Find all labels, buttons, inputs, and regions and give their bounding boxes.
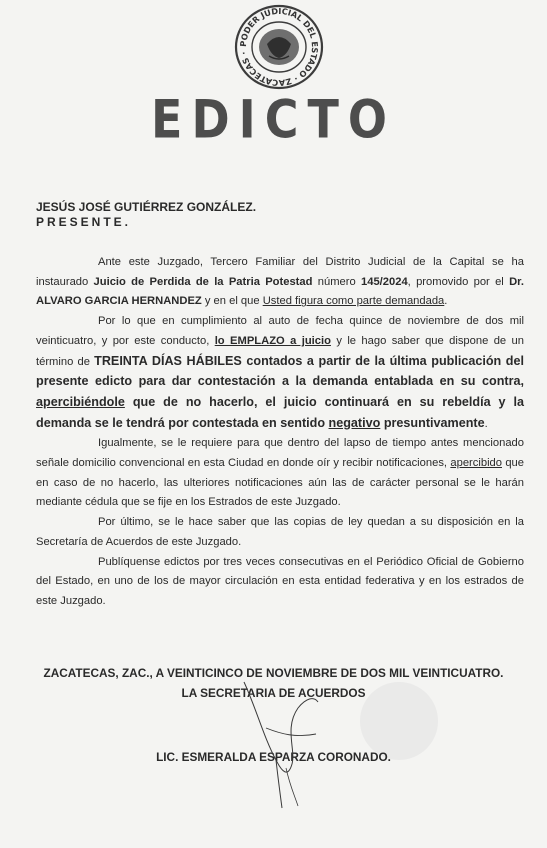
place-date: ZACATECAS, ZAC., A VEINTICINCO DE NOVIEMBRE DE DOS MIL VEINTICUATRO. [43, 666, 504, 680]
p2-consequence: que de no hacerlo, el juicio continuará en su rebeldía y la demanda se le tendrá por contestada en sentido [36, 394, 524, 430]
p2-text: Por lo que en cumplimiento al auto de fecha quince de noviembre de dos mil veinticuatro, y por este conducto, [36, 315, 524, 347]
paragraph-4: Por último, se le hace saber que las copias de ley quedan a su disposición en la Secretaría de Acuerdos de este Juzgado. [36, 516, 524, 548]
p1-text: número [312, 275, 361, 288]
paragraph-1 [36, 253, 524, 312]
document-title: EDICTO [151, 87, 396, 151]
p3-apercibido: apercibido [450, 457, 502, 470]
signer-role: LA SECRETARIA DE ACUERDOS [181, 686, 366, 700]
p2-presumptive: presuntivamente [380, 415, 485, 430]
p2-negative: negativo [328, 415, 381, 430]
coat-of-arms-seal-icon [234, 4, 324, 90]
paragraph-5: Publíquense edictos por tres veces consecutivas en el Periódico Oficial de Gobierno del Estado, en uno de los de mayor circulación en esta entidad federativa y en los estrados de este Juzgado. [36, 555, 524, 607]
p1-text: , promovido por el [407, 275, 510, 288]
signer-name: LIC. ESMERALDA ESPARZA CORONADO. [156, 750, 391, 764]
p1-text: y en el que [201, 295, 263, 308]
p1-case-type: Juicio de Perdida de la Patria Potestad [93, 275, 313, 288]
addressee-presente: PRESENTE. [36, 215, 132, 229]
p2-text: y le hago saber que dispone de un término de [36, 334, 524, 368]
handwritten-signature-icon [236, 668, 326, 813]
paragraph-3 [36, 434, 524, 513]
addressee-name: JESÚS JOSÉ GUTIÉRREZ GONZÁLEZ. [36, 200, 257, 214]
p2-summons: lo EMPLAZO a juicio [214, 334, 331, 347]
p1-defendant-note: Usted figura como parte demandada [262, 295, 445, 308]
p2-warning: apercibiéndole [36, 394, 125, 409]
paragraph-2 [36, 312, 524, 434]
p2-text: . [484, 417, 488, 430]
edict-body [36, 253, 524, 612]
p1-plaintiff: Dr. ALVARO GARCIA HERNANDEZ [36, 275, 525, 308]
p3-text: que en caso de no hacerlo, las ulteriores notificaciones aún las de carácter personal se le harán mediante cédula que se fije en los Estrados de este Juzgado. [36, 457, 524, 509]
p2-deadline: TREINTA DÍAS HÁBILES contados a partir de la última publicación del presente edicto para dar contestación a la demanda entablada en su contra, [36, 353, 525, 389]
addressee-block [36, 200, 256, 230]
p1-text: Ante este Juzgado, Tercero Familiar del Distrito Judicial de la Capital se ha instaurado [36, 256, 524, 288]
p1-case-number: 145/2024 [361, 275, 408, 288]
p1-text: . [444, 295, 448, 308]
p3-text: Igualmente, se le requiere para que dentro del lapso de tiempo antes mencionado señale domicilio convencional en esta Ciudad en donde oír y recibir notificaciones, [36, 437, 524, 470]
svg-text:PODER JUDICIAL DEL ESTADO · ZA: PODER JUDICIAL DEL ESTADO · ZACATECAS · [237, 5, 321, 89]
